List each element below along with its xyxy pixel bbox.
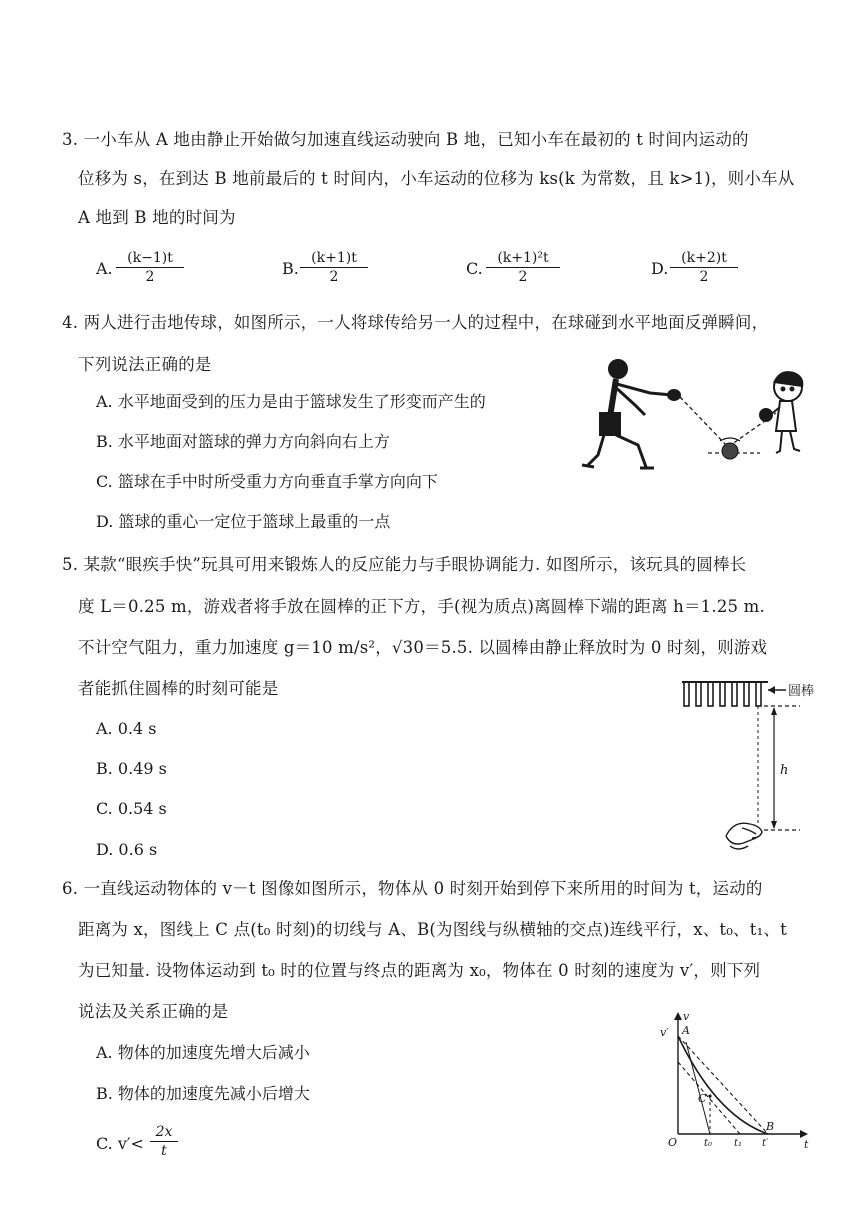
v-prime-label: v′	[660, 1026, 669, 1039]
q4-option-b: B. 水平地面对篮球的弹力方向斜向右上方	[96, 432, 390, 451]
rod-label: 圆棒	[788, 684, 815, 699]
q3-option-b-num: (k+1)t	[300, 250, 368, 268]
ab-chord	[678, 1036, 768, 1134]
left-player-illustration	[582, 360, 680, 468]
q3-option-b-label: B.	[282, 259, 299, 278]
tangent-at-c	[678, 1062, 740, 1134]
q3-line-1: 3. 一小车从 A 地由静止开始做匀加速直线运动驶向 B 地，已知小车在最初的 t 时间内运动的	[62, 130, 749, 149]
q3-option-b-fraction	[300, 250, 368, 285]
q3-option-c-den: 2	[518, 269, 528, 285]
q3-option-a-den: 2	[145, 269, 155, 285]
point-c-label: C	[698, 1092, 707, 1105]
q4-option-a: A. 水平地面受到的压力是由于篮球发生了形变而产生的	[96, 392, 486, 411]
q3-option-d-den: 2	[699, 269, 709, 285]
q3-line-2: 位移为 s，在到达 B 地前最后的 t 时间内，小车运动的位移为 ks(k 为常数，且 k>1)，则小车从	[78, 169, 795, 188]
q6-option-c-den: t	[161, 1143, 167, 1159]
v-axis-label: v	[683, 1010, 690, 1023]
ball-at-bounce	[722, 443, 738, 459]
q6-line-1: 6. 一直线运动物体的 v－t 图像如图所示，物体从 0 时刻开始到停下来所用的时间为 t，运动的	[62, 879, 763, 898]
t-axis-label: t	[804, 1138, 809, 1151]
point-b-label: B	[766, 1120, 775, 1133]
q5-line-2: 度 L＝0.25 m，游戏者将手放在圆棒的正下方，手(视为质点)离圆棒下端的距离 h＝1.25 m.	[78, 597, 765, 616]
q3-option-a-num: (k−1)t	[116, 250, 184, 268]
q5-line-4: 者能抓住圆棒的时刻可能是	[78, 679, 279, 698]
t1-label: t₁	[734, 1138, 743, 1149]
q3-option-a-fraction	[116, 250, 184, 285]
hand-illustration	[726, 823, 762, 849]
q3-option-c-fraction	[486, 250, 560, 285]
q3-option-d-label: D.	[651, 259, 669, 278]
origin-label: O	[668, 1136, 678, 1149]
q4-line-1: 4. 两人进行击地传球，如图所示，一人将球传给另一人的过程中，在球碰到水平地面反弹瞬间，	[62, 313, 769, 332]
q6-line-2: 距离为 x，图线上 C 点(t₀ 时刻)的切线与 A、B(为图线与纵横轴的交点)连线平行，x、t₀、t₁、t	[78, 920, 787, 939]
q5-option-a: A. 0.4 s	[96, 719, 157, 738]
t0-label: t₀	[704, 1138, 713, 1149]
q5-option-b: B. 0.49 s	[96, 759, 167, 778]
q5-option-d: D. 0.6 s	[96, 840, 158, 859]
bounce-pass-figure	[580, 355, 820, 485]
q5-line-1: 5. 某款“眼疾手快”玩具可用来锻炼人的反应能力与手眼协调能力. 如图所示，该玩具的圆棒长	[62, 555, 747, 574]
q3-option-d-fraction	[670, 250, 738, 285]
q6-option-c-fraction	[150, 1124, 178, 1159]
q3-option-c-num: (k+1)²t	[486, 250, 560, 268]
point-c	[708, 1094, 711, 1097]
q5-option-c: C. 0.54 s	[96, 799, 167, 818]
t-prime-label: t′	[762, 1138, 769, 1149]
q3-option-b-den: 2	[329, 269, 339, 285]
q6-option-a: A. 物体的加速度先增大后减小	[96, 1043, 310, 1062]
h-label: h	[780, 763, 789, 778]
q4-line-2: 下列说法正确的是	[78, 355, 212, 374]
point-a-label: A	[682, 1024, 690, 1037]
q3-line-3: A 地到 B 地的时间为	[78, 208, 236, 227]
q3-option-a-label: A.	[96, 259, 113, 278]
q6-line-4: 说法及关系正确的是	[78, 1002, 229, 1021]
q4-option-d: D. 篮球的重心一定位于篮球上最重的一点	[96, 512, 391, 531]
q3-option-d-num: (k+2)t	[670, 250, 738, 268]
q6-option-c-label: C. v′<	[96, 1134, 144, 1153]
right-player-illustration	[760, 372, 802, 453]
q5-line-3: 不计空气阻力，重力加速度 g＝10 m/s²，√30＝5.5. 以圆棒由静止释放时为 0 时刻，则游戏	[78, 638, 768, 657]
ball-trajectory	[680, 397, 776, 447]
q4-option-c: C. 篮球在手中时所受重力方向垂直手掌方向向下	[96, 472, 438, 491]
rods	[684, 682, 761, 706]
q6-option-c-num: 2x	[150, 1124, 178, 1142]
q6-option-b: B. 物体的加速度先减小后增大	[96, 1084, 310, 1103]
q6-line-3: 为已知量. 设物体运动到 t₀ 时的位置与终点的距离为 x₀，物体在 0 时刻的速度为 v′，则下列	[78, 961, 761, 980]
vt-graph	[656, 1006, 818, 1152]
rod-figure	[676, 676, 846, 858]
q3-option-c-label: C.	[466, 259, 483, 278]
